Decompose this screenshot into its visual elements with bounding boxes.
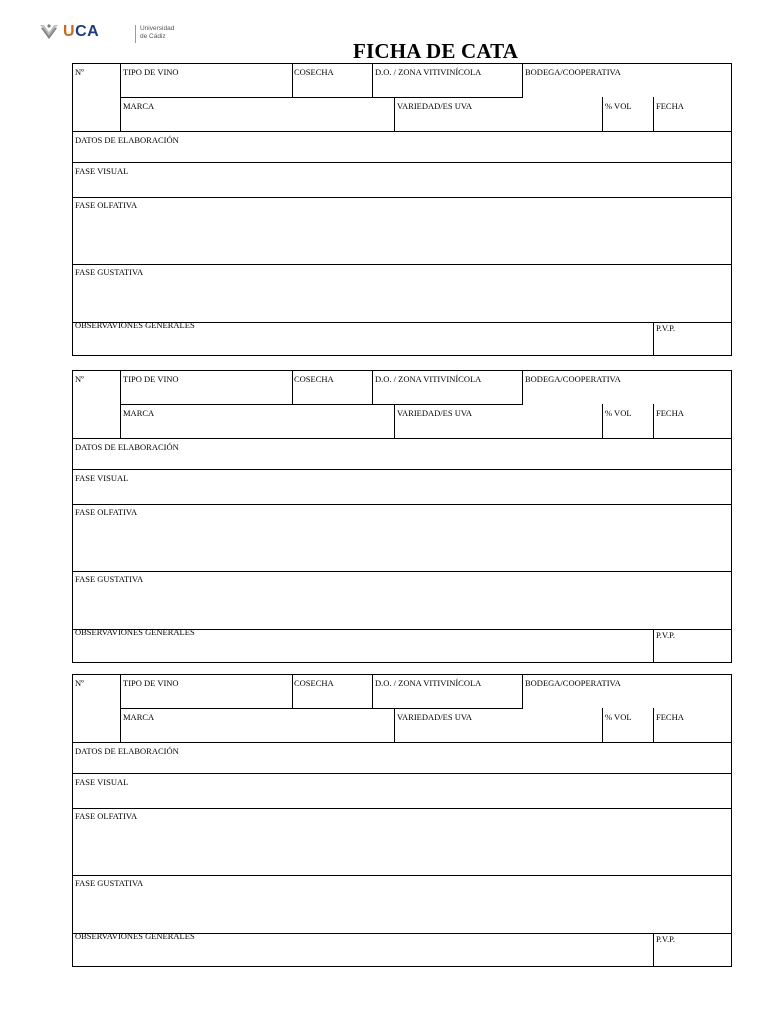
label-observaciones: OBSERVAVIONES GENERALES xyxy=(75,627,195,637)
row-divider xyxy=(72,504,732,505)
cell-divider xyxy=(394,404,395,439)
label-marca: MARCA xyxy=(123,101,155,111)
card-border-left xyxy=(72,674,73,967)
row-divider xyxy=(72,808,732,809)
label-fase-gustativa: FASE GUSTATIVA xyxy=(75,267,144,277)
card-border-bottom xyxy=(72,355,732,356)
tasting-card-3 xyxy=(72,674,732,967)
cell-divider xyxy=(292,370,293,405)
label-pvp: P.V.P. xyxy=(656,934,675,944)
cell-divider xyxy=(653,404,654,439)
cell-divider xyxy=(522,674,523,709)
cell-divider xyxy=(372,370,373,405)
label-pvp: P.V.P. xyxy=(656,323,675,333)
cell-divider xyxy=(653,97,654,132)
label-vol: % VOL xyxy=(605,101,632,111)
label-datos-elaboracion: DATOS DE ELABORACIÓN xyxy=(75,135,179,145)
cell-divider xyxy=(653,933,654,967)
logo-university-text xyxy=(140,25,174,40)
cell-divider xyxy=(602,404,603,439)
label-variedad: VARIEDAD/ES UVA xyxy=(397,408,473,418)
label-datos-elaboracion: DATOS DE ELABORACIÓN xyxy=(75,442,179,452)
card-border-bottom xyxy=(72,966,732,967)
label-tipo-vino: TIPO DE VINO xyxy=(123,678,179,688)
row-divider xyxy=(120,97,522,98)
cell-divider xyxy=(120,674,121,743)
cell-divider xyxy=(120,63,121,132)
row-divider xyxy=(72,571,732,572)
tasting-card-1 xyxy=(72,63,732,356)
label-fase-visual: FASE VISUAL xyxy=(75,777,129,787)
card-border-left xyxy=(72,370,73,663)
label-variedad: VARIEDAD/ES UVA xyxy=(397,712,473,722)
cell-divider xyxy=(653,708,654,743)
label-number: Nº xyxy=(75,67,84,77)
label-variedad: VARIEDAD/ES UVA xyxy=(397,101,473,111)
label-tipo-vino: TIPO DE VINO xyxy=(123,374,179,384)
label-fase-visual: FASE VISUAL xyxy=(75,166,129,176)
row-divider xyxy=(72,197,732,198)
label-do-zona: D.O. / ZONA VITIVINÍCOLA xyxy=(375,374,482,384)
label-fecha: FECHA xyxy=(656,101,684,111)
label-fecha: FECHA xyxy=(656,712,684,722)
row-divider xyxy=(72,742,732,743)
logo-divider xyxy=(135,25,136,43)
card-border-right xyxy=(731,674,732,967)
cell-divider xyxy=(372,63,373,98)
label-do-zona: D.O. / ZONA VITIVINÍCOLA xyxy=(375,67,482,77)
label-observaciones: OBSERVAVIONES GENERALES xyxy=(75,320,195,330)
logo-university-line-2: de Cádiz xyxy=(140,32,166,40)
row-divider xyxy=(72,162,732,163)
cell-divider xyxy=(602,708,603,743)
card-border-top xyxy=(72,63,732,64)
cell-divider xyxy=(653,629,654,663)
label-fase-olfativa: FASE OLFATIVA xyxy=(75,507,138,517)
label-observaciones: OBSERVAVIONES GENERALES xyxy=(75,931,195,941)
label-number: Nº xyxy=(75,678,84,688)
label-number: Nº xyxy=(75,374,84,384)
cell-divider xyxy=(394,708,395,743)
card-border-bottom xyxy=(72,662,732,663)
row-divider xyxy=(72,131,732,132)
cell-divider xyxy=(522,370,523,405)
row-divider xyxy=(72,264,732,265)
cell-divider xyxy=(372,674,373,709)
label-bodega: BODEGA/COOPERATIVA xyxy=(525,67,621,77)
card-border-top xyxy=(72,674,732,675)
label-marca: MARCA xyxy=(123,712,155,722)
logo-university-line-1: Universidad xyxy=(140,25,175,32)
label-marca: MARCA xyxy=(123,408,155,418)
cell-divider xyxy=(292,63,293,98)
card-border-left xyxy=(72,63,73,356)
cell-divider xyxy=(120,370,121,439)
card-border-right xyxy=(731,63,732,356)
label-vol: % VOL xyxy=(605,712,632,722)
label-cosecha: COSECHA xyxy=(294,67,334,77)
label-vol: % VOL xyxy=(605,408,632,418)
label-fase-olfativa: FASE OLFATIVA xyxy=(75,200,138,210)
label-cosecha: COSECHA xyxy=(294,374,334,384)
label-pvp: P.V.P. xyxy=(656,630,675,640)
label-tipo-vino: TIPO DE VINO xyxy=(123,67,179,77)
label-fase-gustativa: FASE GUSTATIVA xyxy=(75,878,144,888)
row-divider xyxy=(72,469,732,470)
cell-divider xyxy=(394,97,395,132)
label-do-zona: D.O. / ZONA VITIVINÍCOLA xyxy=(375,678,482,688)
row-divider xyxy=(72,875,732,876)
card-border-right xyxy=(731,370,732,663)
row-divider xyxy=(72,773,732,774)
label-datos-elaboracion: DATOS DE ELABORACIÓN xyxy=(75,746,179,756)
page-title: FICHA DE CATA xyxy=(353,39,519,63)
label-fecha: FECHA xyxy=(656,408,684,418)
card-border-top xyxy=(72,370,732,371)
row-divider xyxy=(120,708,522,709)
label-bodega: BODEGA/COOPERATIVA xyxy=(525,678,621,688)
label-fase-gustativa: FASE GUSTATIVA xyxy=(75,574,144,584)
uca-emblem-icon xyxy=(38,22,60,40)
label-fase-visual: FASE VISUAL xyxy=(75,473,129,483)
cell-divider xyxy=(522,63,523,98)
label-bodega: BODEGA/COOPERATIVA xyxy=(525,374,621,384)
row-divider xyxy=(120,404,522,405)
logo-letters: UCA xyxy=(63,23,100,40)
label-fase-olfativa: FASE OLFATIVA xyxy=(75,811,138,821)
cell-divider xyxy=(653,322,654,356)
tasting-card-2 xyxy=(72,370,732,663)
row-divider xyxy=(72,438,732,439)
cell-divider xyxy=(602,97,603,132)
cell-divider xyxy=(292,674,293,709)
label-cosecha: COSECHA xyxy=(294,678,334,688)
